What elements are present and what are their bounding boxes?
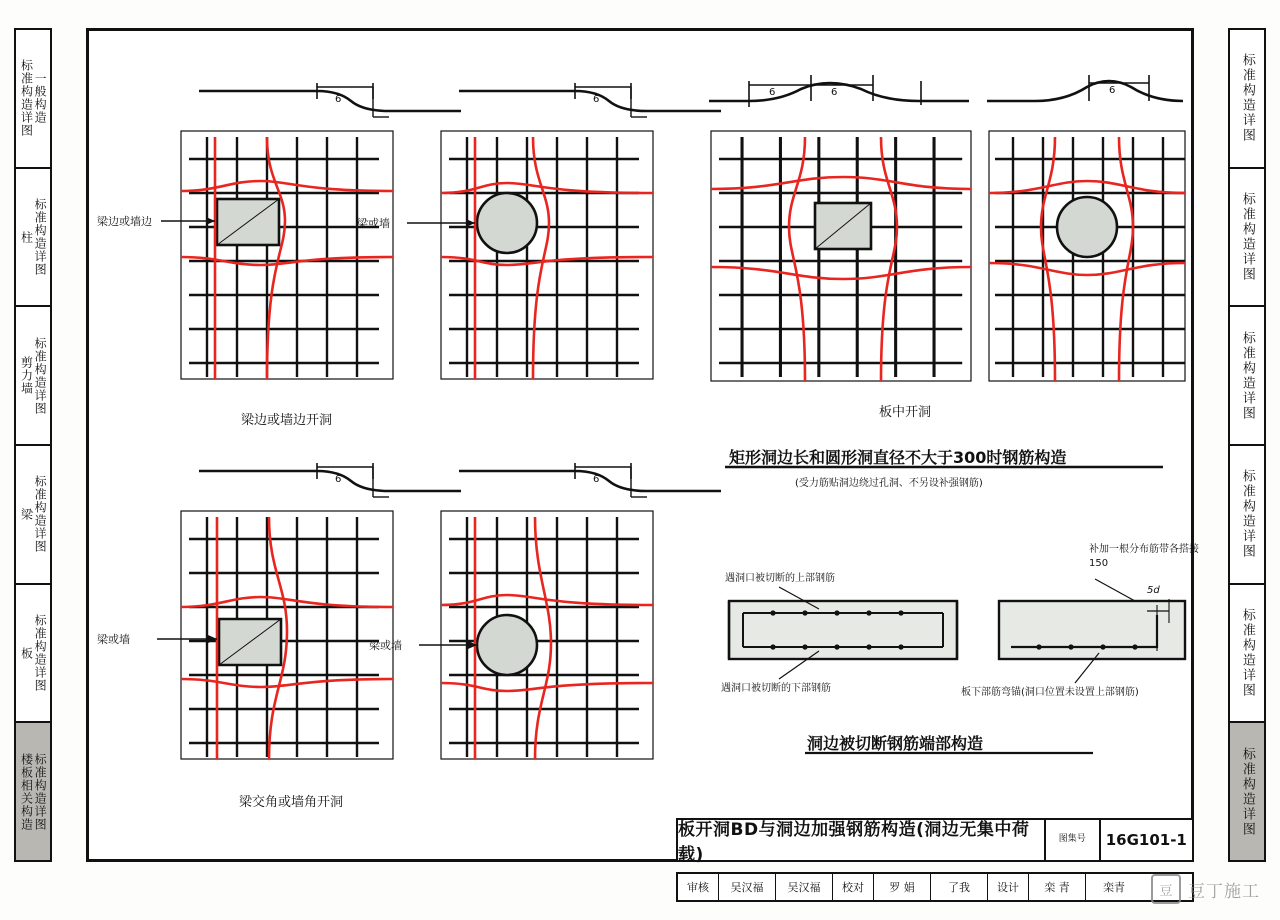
right-tab-2[interactable] [1230,307,1264,446]
heading-cut-bar-end: 洞边被切断钢筋端部构造 [807,734,984,753]
sidebar-item-slab[interactable] [16,585,50,724]
sign-label-4: 设计 [988,874,1029,900]
sidebar-item-beam[interactable] [16,446,50,585]
caption-mid-opening: 板中开洞 [879,405,932,420]
left-tab-3-label: 标准构造详图 [33,475,48,554]
right-tab-3-label: 标准构造详图 [1239,469,1255,560]
heading-rebar-layout: 矩形洞边长和圆形洞直径不大于300时钢筋构造 [729,448,1067,467]
sign-value-2: 罗 娟 [874,874,931,900]
right-tab-3[interactable] [1230,446,1264,585]
caption-edge-opening: 梁边或墙边开洞 [241,413,333,428]
left-tab-1-label: 标准构造详图 [33,198,48,276]
drawing-frame [86,28,1199,865]
right-tab-column [1228,28,1266,862]
sidebar-item-general[interactable] [16,30,50,169]
sidebar-item-shearwall[interactable] [16,307,50,446]
dim-label-6: 6 [335,474,342,485]
left-tab-2-sublabel: 剪力墙 [19,356,34,396]
section-cut-bars-group [729,587,957,679]
dim-label-7: 6 [593,474,600,485]
note-bottom-bar-anchor: 板下部筋弯锚(洞口位置未设置上部钢筋) [961,687,1139,698]
note-top-cut-bars: 遇洞口被切断的上部钢筋 [725,573,835,584]
left-tab-0-label: 标准构造详图 [19,59,34,138]
left-tab-0-sublabel: 一般构造 [33,72,48,125]
sidebar-item-slab-related[interactable] [16,723,50,860]
detail-label-beam-3: 梁或墙 [97,633,130,646]
left-tab-2-label: 标准构造详图 [33,336,48,415]
signature-block [676,872,1194,902]
left-tab-5-sublabel: 楼板相关构造 [19,752,34,831]
left-tab-1-sublabel: 柱 [19,230,34,244]
detail-2-group [407,83,721,379]
sign-value-5: 栾青 [1103,881,1125,894]
left-tab-3-sublabel: 梁 [19,507,34,521]
title-block [676,818,1194,865]
left-tab-column [14,28,52,862]
right-tab-4[interactable] [1230,585,1264,724]
right-tab-0[interactable] [1230,30,1264,169]
heading-note: (受力筋贴洞边绕过孔洞、不另设补强钢筋) [795,478,983,489]
right-tab-5-label: 标准构造详图 [1239,746,1255,837]
right-tab-4-label: 标准构造详图 [1239,608,1255,699]
detail-3-group [709,75,971,381]
atlas-number-label: 图集号 [1044,820,1099,860]
sign-label-2: 校对 [833,874,874,900]
sheet-title: 板开洞BD与洞边加强钢筋构造(洞边无集中荷载) [678,820,1030,865]
dim-5d-label: 5d [1147,585,1160,596]
sign-value-1: 吴汉福 [776,874,833,900]
dim-label-1: 6 [335,94,342,105]
atlas-number-value: 16G101-1 [1099,820,1192,860]
right-tab-2-label: 标准构造详图 [1239,330,1255,421]
sign-value-3: 了我 [931,874,988,900]
detail-1-group [161,83,461,379]
detail-label-beam-4: 梁或墙 [369,639,402,652]
detail-5-group [157,463,461,759]
watermark-text: 豆丁施工 [1188,881,1260,902]
sign-value-4: 栾 青 [1029,874,1086,900]
logo-icon: 豆 [1151,874,1181,904]
dim-label-5: 6 [1109,85,1116,96]
right-tab-0-label: 标准构造详图 [1239,53,1255,144]
note-bottom-cut-bars: 遇洞口被切断的下部钢筋 [721,683,831,694]
note-added-distribution-bar: 补加一根分布筋带各搭接150 [1089,544,1199,569]
detail-label-beam-2: 梁或墙 [357,217,390,230]
sidebar-item-column[interactable] [16,169,50,308]
dim-label-3: 6 [769,87,776,98]
right-tab-1[interactable] [1230,169,1264,308]
detail-4-group [987,75,1185,381]
detail-6-group [419,463,721,759]
caption-corner-opening: 梁交角或墙角开洞 [239,795,344,810]
right-tab-1-label: 标准构造详图 [1239,192,1255,282]
dim-label-4: 6 [831,87,838,98]
left-tab-5-label: 标准构造详图 [33,752,48,831]
watermark [1151,874,1260,904]
right-tab-5[interactable] [1230,723,1264,860]
dim-label-2: 6 [593,94,600,105]
left-tab-4-sublabel: 板 [19,646,34,660]
drawing-canvas [89,31,1199,865]
detail-label-beam-edge-1: 梁边或墙边 [97,215,152,228]
left-tab-4-label: 标准构造详图 [33,614,48,693]
sign-label-0: 审核 [678,874,719,900]
sign-value-0: 吴汉福 [719,874,776,900]
